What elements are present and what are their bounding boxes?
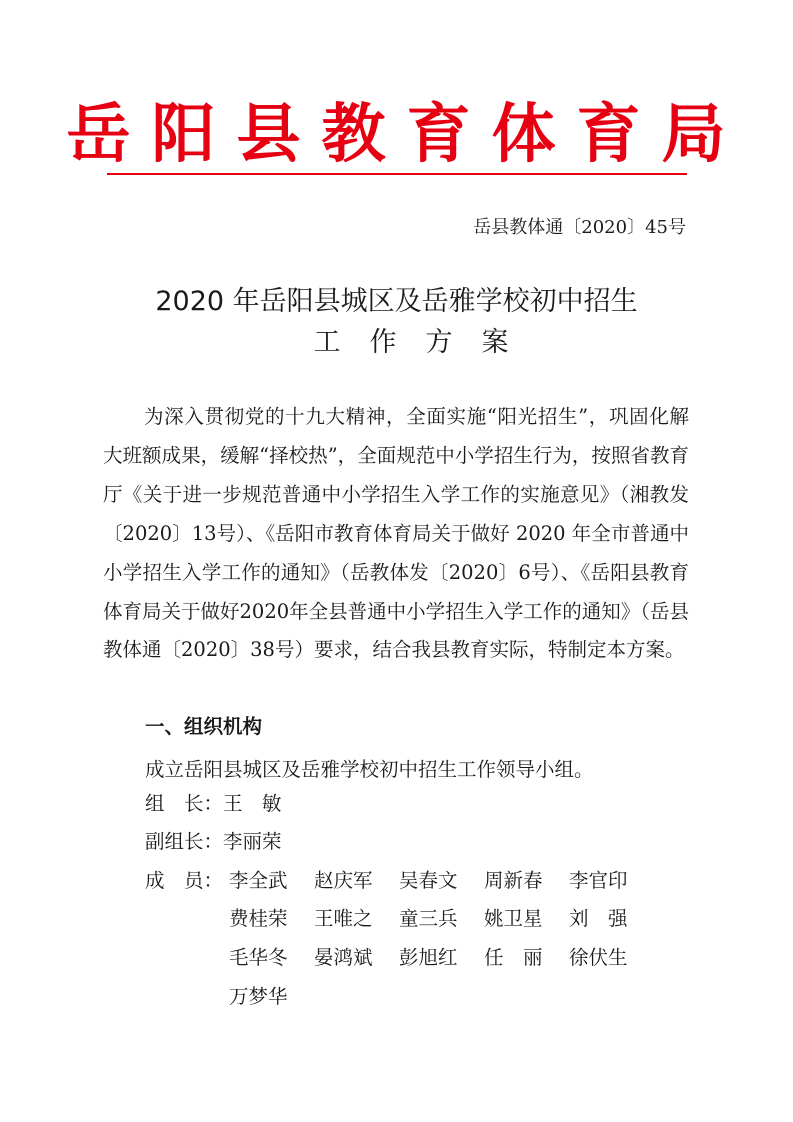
member-name: 毛华冬 bbox=[229, 946, 288, 969]
member-name: 王唯之 bbox=[314, 907, 373, 930]
member-name: 刘 强 bbox=[569, 907, 628, 930]
members-row-1 bbox=[229, 867, 654, 895]
intro-paragraph: 为深入贯彻党的十九大精神，全面实施“阳光招生”，巩固化解大班额成果，缓解“择校热”，全面规范中小学招生行为，按照省教育厅《关于进一步规范普通中小学招生入学工作的实施意见》（湘教发〔2020〕13号）、《岳阳市教育体育局关于做好 2020 年全市普通中小学招生入学工作的通知》（岳教体发〔2020〕6号）、《岳阳县教育体育局关于做好2020年全县普通中小学招生入学工作的通知》（岳县教体通〔2020〕38号）要求，结合我县教育实际，特制定本方案。 bbox=[103, 405, 689, 662]
section-heading-organization: 一、组织机构 bbox=[145, 715, 263, 738]
masthead-title: 岳阳县教育体育局 bbox=[66, 97, 747, 172]
members-label: 成 员： bbox=[145, 869, 224, 892]
document-title-line1: 2020 年岳阳县城区及岳雅学校初中招生 bbox=[155, 286, 638, 317]
member-name: 费桂荣 bbox=[229, 907, 288, 930]
members-row-3 bbox=[229, 944, 654, 972]
document-number: 岳县教体通〔2020〕45号 bbox=[473, 217, 686, 238]
member-name: 童三兵 bbox=[399, 907, 458, 930]
member-name: 晏鸿斌 bbox=[314, 946, 373, 969]
member-name: 姚卫星 bbox=[484, 907, 543, 930]
leader-name: 王 敏 bbox=[223, 792, 282, 815]
member-name: 任 丽 bbox=[484, 946, 543, 969]
members-row-4 bbox=[229, 983, 314, 1011]
member-name: 李全武 bbox=[229, 869, 288, 892]
leader-label: 组 长： bbox=[145, 792, 224, 815]
member-name: 周新春 bbox=[484, 869, 543, 892]
member-name: 万梦华 bbox=[229, 985, 288, 1008]
masthead-red-rule bbox=[107, 173, 687, 175]
deputy-name: 李丽荣 bbox=[223, 830, 282, 853]
deputy-row bbox=[145, 828, 282, 856]
section-intro: 成立岳阳县城区及岳雅学校初中招生工作领导小组。 bbox=[145, 758, 594, 781]
members-row-2 bbox=[229, 905, 654, 933]
member-name: 吴春文 bbox=[399, 869, 458, 892]
document-title-line2: 工作方案 bbox=[313, 327, 538, 358]
member-name: 李官印 bbox=[569, 869, 628, 892]
member-name: 赵庆军 bbox=[314, 869, 373, 892]
member-name: 徐伏生 bbox=[569, 946, 628, 969]
deputy-label: 副组长： bbox=[145, 830, 224, 853]
leader-row bbox=[145, 790, 282, 818]
member-name: 彭旭红 bbox=[399, 946, 458, 969]
